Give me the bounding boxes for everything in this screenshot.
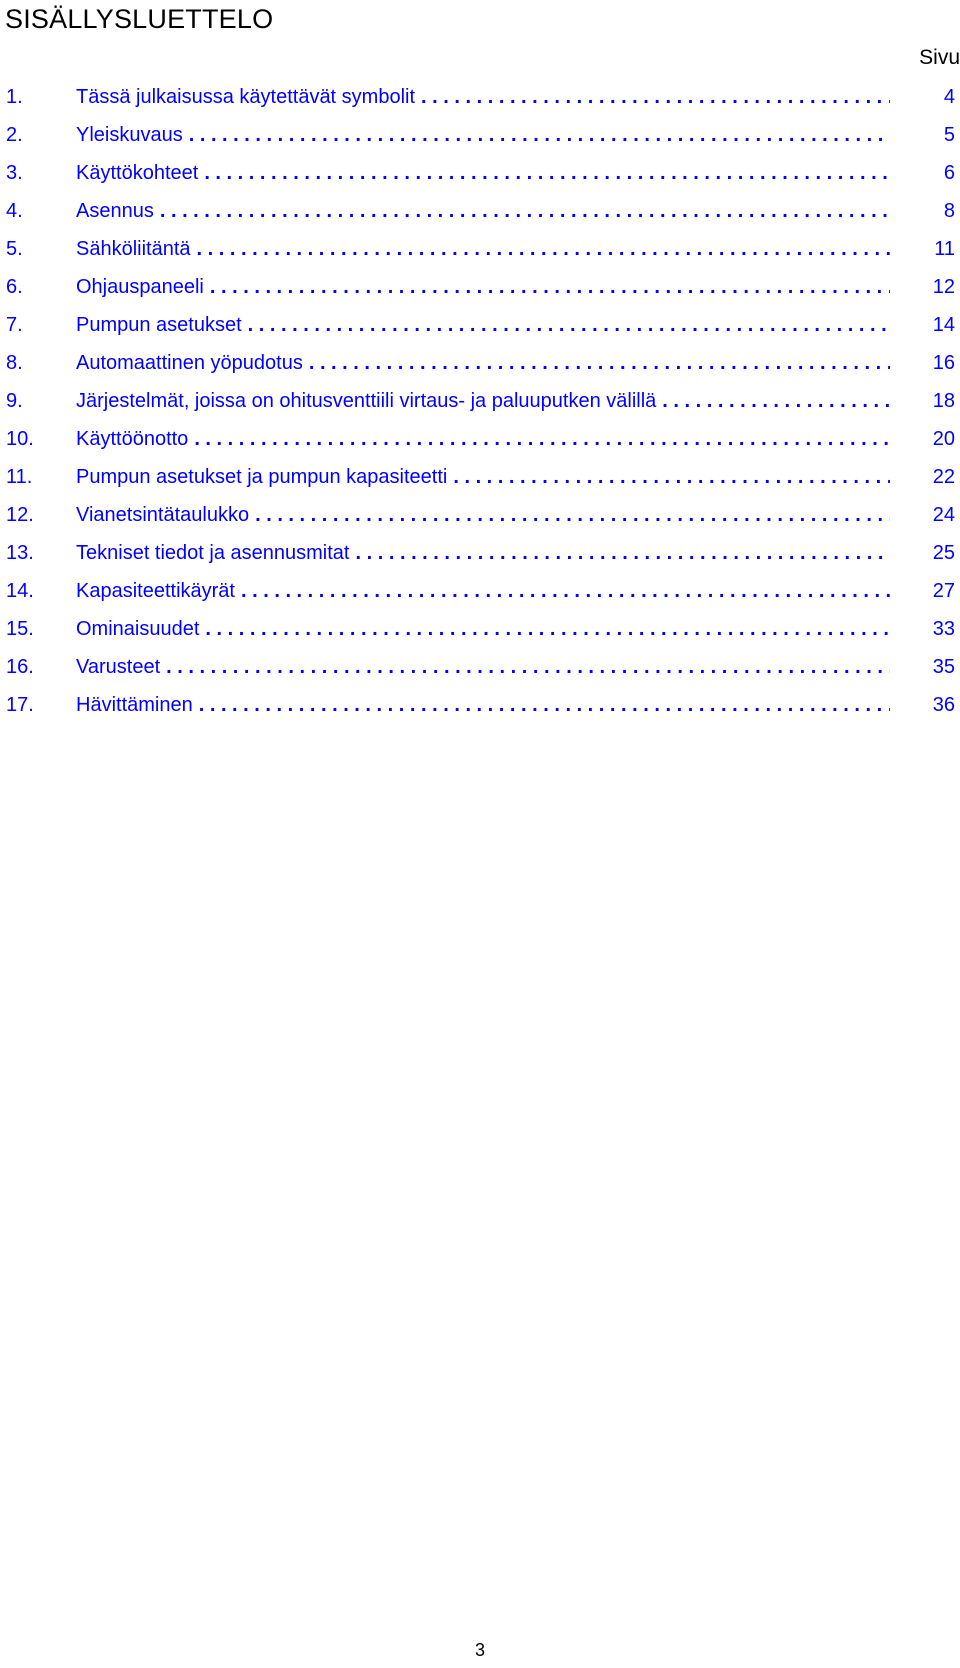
toc-entry-number: 16. [6,656,34,678]
toc-entry-1[interactable] [0,78,960,116]
toc-entry-title: Hävittäminen [76,694,193,716]
toc-entry-title: Järjestelmät, joissa on ohitusventtiili virtaus- ja paluuputken välillä [76,390,657,412]
toc-entry-number: 10. [6,428,34,450]
toc-entry-3[interactable] [0,154,960,192]
dot-leader [309,350,890,376]
toc-entry-page: 4 [943,86,955,108]
toc-entry-page: 8 [943,200,955,222]
page-column-label: Sivu [919,46,960,69]
toc-entry-body [76,84,890,110]
footer-page-number: 3 [474,1640,485,1660]
toc-entry-16[interactable] [0,648,960,686]
toc-entry-page: 12 [932,276,955,298]
dot-leader [453,464,890,490]
toc-entry-body [76,464,890,490]
toc-entry-title: Automaattinen yöpudotus [76,352,303,374]
toc-entry-page: 18 [932,390,955,412]
toc-entry-number: 14. [6,580,34,602]
toc-entry-page: 27 [932,580,955,602]
toc-entry-title: Pumpun asetukset ja pumpun kapasiteetti [76,466,448,488]
toc-entry-14[interactable] [0,572,960,610]
toc-entry-body [76,388,890,414]
dot-leader [160,198,890,224]
toc-entry-12[interactable] [0,496,960,534]
toc-entry-body [76,350,890,376]
toc-entry-page: 22 [932,466,955,488]
toc-entry-13[interactable] [0,534,960,572]
toc-entry-body [76,502,890,528]
dot-leader [255,502,890,528]
dot-leader [356,540,891,566]
toc-entry-9[interactable] [0,382,960,420]
toc-entry-body [76,312,890,338]
dot-leader [210,274,890,300]
toc-entry-15[interactable] [0,610,960,648]
toc-entry-page: 11 [934,238,955,260]
toc-entry-title: Vianetsintätaulukko [76,504,250,526]
toc-entry-number: 9. [6,390,23,412]
dot-leader [241,578,890,604]
toc-entry-body [76,654,890,680]
dot-leader [248,312,890,338]
toc-entry-title: Tässä julkaisussa käytettävät symbolit [76,86,416,108]
toc-entry-body [76,122,890,148]
dot-leader [197,236,890,262]
toc-entry-number: 6. [6,276,23,298]
toc-entry-body [76,236,890,262]
page-title: SISÄLLYSLUETTELO [5,4,274,34]
toc-entry-11[interactable] [0,458,960,496]
toc-entry-body [76,160,890,186]
toc-entry-title: Pumpun asetukset [76,314,242,336]
toc-entry-number: 1. [6,86,23,108]
toc-entry-4[interactable] [0,192,960,230]
toc-entry-title: Tekniset tiedot ja asennusmitat [76,542,350,564]
toc-entry-page: 24 [932,504,955,526]
toc-entry-page: 33 [932,618,955,640]
toc-entry-page: 6 [943,162,955,184]
toc-entry-body [76,692,890,718]
toc-entry-title: Asennus [76,200,154,222]
toc-entry-10[interactable] [0,420,960,458]
toc-entry-body [76,540,890,566]
toc-entry-number: 13. [6,542,34,564]
table-of-contents [0,78,960,724]
dot-leader [421,84,890,110]
dot-leader [166,654,890,680]
toc-entry-8[interactable] [0,344,960,382]
toc-entry-number: 7. [6,314,23,336]
toc-entry-page: 25 [932,542,955,564]
toc-entry-body [76,578,890,604]
toc-entry-7[interactable] [0,306,960,344]
toc-entry-body [76,198,890,224]
dot-leader [189,122,890,148]
toc-entry-number: 15. [6,618,34,640]
toc-entry-body [76,616,890,642]
toc-entry-title: Yleiskuvaus [76,124,183,146]
toc-entry-body [76,274,890,300]
toc-entry-page: 20 [932,428,955,450]
toc-entry-page: 16 [932,352,955,374]
toc-entry-number: 4. [6,200,23,222]
dot-leader [204,160,890,186]
toc-entry-page: 5 [943,124,955,146]
dot-leader [199,692,890,718]
toc-entry-body [76,426,890,452]
dot-leader [662,388,890,414]
toc-entry-2[interactable] [0,116,960,154]
toc-entry-number: 5. [6,238,23,260]
toc-entry-17[interactable] [0,686,960,724]
toc-entry-number: 12. [6,504,34,526]
toc-entry-page: 14 [932,314,955,336]
toc-entry-title: Sähköliitäntä [76,238,191,260]
toc-entry-number: 8. [6,352,23,374]
toc-entry-title: Käyttöönotto [76,428,189,450]
toc-entry-6[interactable] [0,268,960,306]
toc-entry-number: 11. [6,466,33,488]
toc-entry-title: Kapasiteettikäyrät [76,580,235,602]
toc-entry-title: Varusteet [76,656,161,678]
toc-entry-page: 35 [932,656,955,678]
toc-entry-number: 17. [6,694,34,716]
dot-leader [205,616,890,642]
toc-entry-number: 2. [6,124,23,146]
toc-entry-5[interactable] [0,230,960,268]
toc-entry-page: 36 [932,694,955,716]
toc-entry-title: Käyttökohteet [76,162,199,184]
toc-entry-title: Ominaisuudet [76,618,200,640]
dot-leader [194,426,890,452]
toc-entry-title: Ohjauspaneeli [76,276,204,298]
toc-entry-number: 3. [6,162,23,184]
